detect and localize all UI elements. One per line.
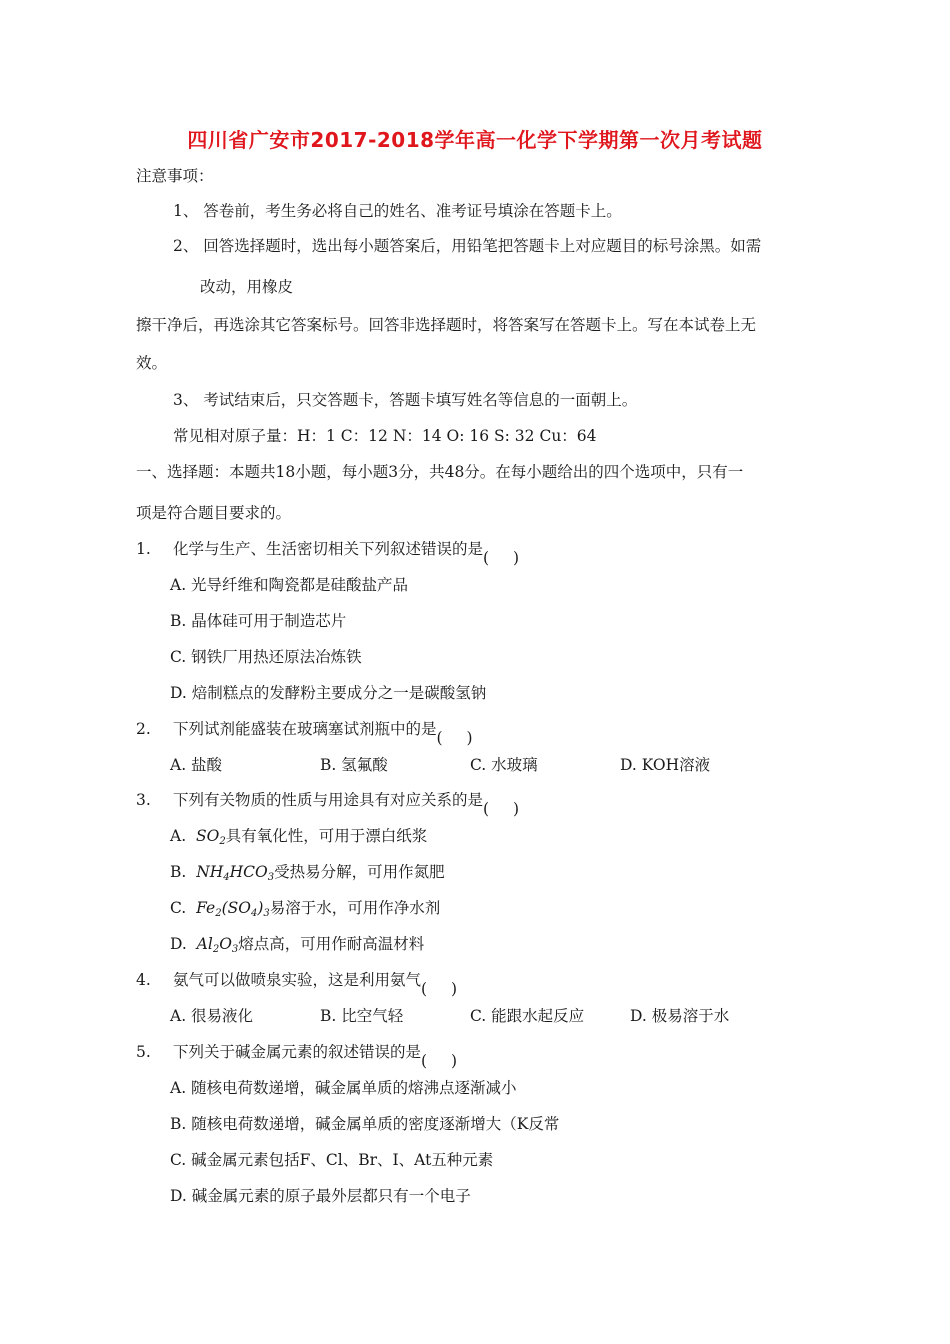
notice-item-2c: 擦干净后，再选涂其它答案标号。回答非选择题时，将答案写在答题卡上。写在本试卷上无 (136, 316, 757, 334)
option-text: 易溶于水，可用作净水剂 (269, 899, 441, 917)
notice-item-2b: 改动，用橡皮 (200, 278, 294, 296)
q5-option-c: C. 碱金属元素包括F、Cl、Br、I、At五种元素 (170, 1151, 494, 1169)
q1-number: 1. (136, 540, 151, 558)
notice-heading: 注意事项： (136, 167, 214, 185)
q1-option-d: D. 焙制糕点的发酵粉主要成分之一是碳酸氢钠 (170, 684, 487, 702)
q2-option-c: C. 水玻璃 (470, 756, 538, 774)
q2-number: 2. (136, 720, 151, 738)
formula-subscript: 4 (250, 908, 258, 919)
section-1-line-2: 项是符合题目要求的。 (136, 504, 292, 522)
q3-option-a (170, 826, 427, 852)
q5-number: 5. (136, 1043, 151, 1061)
q2-option-a: A. 盐酸 (170, 756, 223, 774)
formula-part: HCO (229, 863, 268, 881)
q5-option-b: B. 随核电荷数递增，碱金属单质的密度逐渐增大（K反常 (170, 1115, 560, 1133)
q4-option-b: B. 比空气轻 (320, 1007, 404, 1025)
q4-option-d: D. 极易溶于水 (630, 1007, 730, 1025)
formula-al2o3 (197, 935, 239, 953)
paren-open: ( (483, 549, 490, 567)
formula-fe2so43 (196, 899, 270, 917)
option-label: D. (170, 935, 187, 953)
q5-stem (173, 1042, 458, 1070)
formula-part: SO (195, 827, 220, 845)
q3-stem (173, 790, 520, 818)
formula-nh4hco3 (196, 863, 274, 881)
q5-stem-text: 下列关于碱金属元素的叙述错误的是 (173, 1043, 422, 1061)
q4-option-a: A. 很易液化 (170, 1007, 254, 1025)
notice-item-2d: 效。 (136, 354, 168, 372)
notice-item-3: 3、 考试结束后，只交答题卡，答题卡填写姓名等信息的一面朝上。 (173, 391, 638, 409)
q2-option-d: D. KOH溶液 (620, 756, 711, 774)
q4-stem-text: 氨气可以做喷泉实验，这是利用氨气 (173, 971, 422, 989)
formula-subscript: 3 (267, 872, 275, 883)
q4-stem (173, 970, 458, 998)
q3-option-d (170, 934, 424, 960)
section-1-line-1: 一、选择题：本题共18小题，每小题3分，共48分。在每小题给出的四个选项中，只有一 (136, 463, 744, 481)
q1-option-b: B. 晶体硅可用于制造芯片 (170, 612, 347, 630)
q1-stem-text: 化学与生产、生活密切相关下列叙述错误的是 (173, 540, 484, 558)
option-text: 熔点高，可用作耐高温材料 (238, 935, 425, 953)
q2-option-b: B. 氢氟酸 (320, 756, 388, 774)
q5-option-a: A. 随核电荷数递增，碱金属单质的熔沸点逐渐减小 (170, 1079, 517, 1097)
formula-subscript: 2 (212, 944, 220, 955)
formula-part: Fe (196, 899, 216, 917)
paren-open: ( (483, 800, 490, 818)
q3-stem-text: 下列有关物质的性质与用途具有对应关系的是 (173, 791, 484, 809)
q4-number: 4. (136, 971, 151, 989)
option-label: C. (170, 899, 187, 917)
paren-open: ( (436, 729, 443, 747)
q1-stem (173, 539, 520, 567)
q1-option-a: A. 光导纤维和陶瓷都是硅酸盐产品 (170, 576, 409, 594)
notice-item-2a: 2、 回答选择题时，选出每小题答案后，用铅笔把答题卡上对应题目的标号涂黑。如需 (173, 237, 762, 255)
q2-stem-text: 下列试剂能盛装在玻璃塞试剂瓶中的是 (173, 720, 437, 738)
paren-open: ( (421, 980, 428, 998)
option-text: 具有氧化性，可用于漂白纸浆 (225, 827, 428, 845)
notice-item-1: 1、 答卷前，考生务必将自己的姓名、准考证号填涂在答题卡上。 (173, 202, 622, 220)
paren-open: ( (421, 1052, 428, 1070)
paren-close: ) (466, 729, 473, 747)
formula-subscript: 3 (231, 944, 239, 955)
formula-part: Al (196, 935, 213, 953)
page-title: 四川省广安市2017-2018学年高一化学下学期第一次月考试题 (187, 128, 763, 152)
paren-close: ) (512, 549, 520, 567)
q5-option-d: D. 碱金属元素的原子最外层都只有一个电子 (170, 1187, 471, 1205)
formula-part: (SO (221, 899, 251, 917)
option-label: A. (170, 827, 187, 845)
q4-option-c: C. 能跟水起反应 (470, 1007, 585, 1025)
formula-subscript: 4 (223, 872, 230, 883)
option-text: 受热易分解，可用作氮肥 (274, 863, 445, 881)
q2-stem (173, 719, 473, 747)
formula-part: ) (257, 899, 264, 917)
q3-number: 3. (136, 791, 151, 809)
q3-option-b (170, 862, 445, 888)
paren-close: ) (450, 980, 458, 998)
option-label: B. (170, 863, 187, 881)
formula-part: O (219, 935, 232, 953)
formula-subscript: 2 (215, 908, 222, 919)
atomic-mass-note: 常见相对原子量：H：1 C：12 N：14 O: 16 S: 32 Cu：64 (173, 427, 597, 445)
formula-part: NH (196, 863, 224, 881)
q1-option-c: C. 钢铁厂用热还原法冶炼铁 (170, 648, 362, 666)
q3-option-c (170, 898, 440, 924)
formula-subscript: 2 (219, 836, 226, 847)
paren-close: ) (512, 800, 520, 818)
paren-close: ) (450, 1052, 458, 1070)
formula-so2 (196, 827, 226, 845)
formula-subscript: 3 (263, 908, 270, 919)
